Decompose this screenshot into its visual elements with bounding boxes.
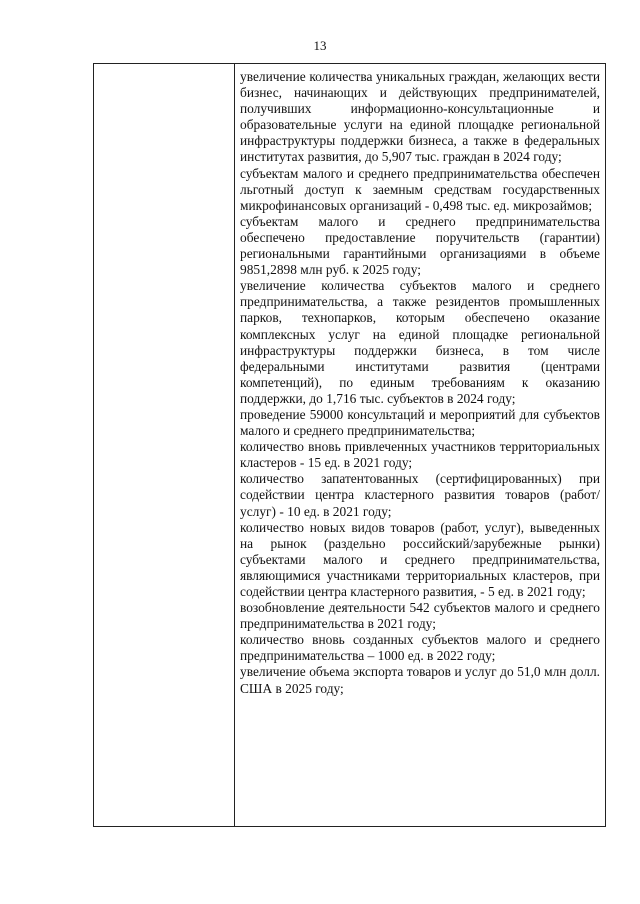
list-item: субъектам малого и среднего предпринимательства обеспечено предоставление поручительств (гарантии) региональными гарантийными организациями в объеме 9851,2898 млн руб. к 2025 году;	[240, 213, 600, 278]
empty-left-cell	[94, 64, 235, 826]
list-item: субъектам малого и среднего предпринимательства обеспечен льготный доступ к заемным средствам государственных микрофинансовых организаций - 0,498 тыс. ед. микрозаймов;	[240, 165, 600, 213]
page-number: 13	[313, 38, 327, 53]
list-item: количество вновь привлеченных участников территориальных кластеров - 15 ед. в 2021 году;	[240, 439, 600, 471]
list-item: количество вновь созданных субъектов малого и среднего предпринимательства – 1000 ед. в 2022 году;	[240, 632, 600, 664]
list-item: количество новых видов товаров (работ, услуг), выведенных на рынок (раздельно российский/зарубежные рынки) субъектами малого и среднего предпринимательства, являющимися участниками территориальных кластеров, при содействии центра кластерного развития, - 5 ед. в 2021 году;	[240, 519, 600, 599]
list-item: количество запатентованных (сертифицированных) при содействии центра кластерного развития товаров (работ/услуг) - 10 ед. в 2021 году;	[240, 471, 600, 519]
list-item: возобновление деятельности 542 субъектов малого и среднего предпринимательства в 2021 году;	[240, 600, 600, 632]
list-item: увеличение объема экспорта товаров и услуг до 51,0 млн долл. США в 2025 году;	[240, 664, 600, 696]
document-table	[93, 63, 606, 827]
text-cell	[235, 64, 605, 826]
list-item: проведение 59000 консультаций и мероприятий для субъектов малого и среднего предпринимательства;	[240, 406, 600, 439]
list-item: увеличение количества субъектов малого и среднего предпринимательства, а также резидентов промышленных парков, технопарков, которым обеспечено оказание комплексных услуг на единой площадке региональной инфраструктуры поддержки бизнеса, в том числе федеральными институтами развития (центрами компетенций), по единым требованиям к оказанию поддержки, до 1,716 тыс. субъектов в 2024 году;	[240, 278, 600, 406]
list-item: увеличение количества уникальных граждан, желающих вести бизнес, начинающих и действующих предпринимателей, получивших информационно-консультационные и образовательные услуги на единой площадке региональной инфраструктуры поддержки бизнеса, а также в федеральных институтах развития, до 5,907 тыс. граждан в 2024 году;	[240, 69, 600, 165]
